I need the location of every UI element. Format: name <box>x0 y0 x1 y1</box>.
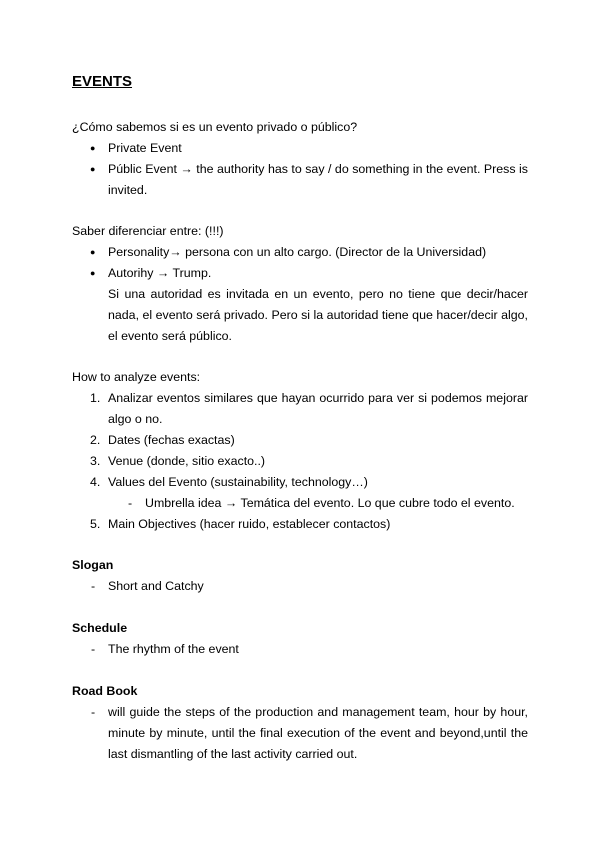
bullet-icon: ● <box>90 143 96 153</box>
schedule-heading: Schedule <box>72 621 128 635</box>
question-text: ¿Cómo sabemos si es un evento privado o público? <box>72 120 358 134</box>
page-title: EVENTS <box>72 73 133 90</box>
bullet-icon: ● <box>90 164 96 174</box>
differ-intro: Saber diferenciar entre: (!!!) <box>72 224 224 238</box>
slogan-heading: Slogan <box>72 558 114 572</box>
roadbook-heading: Road Book <box>72 684 138 698</box>
analyze-intro: How to analyze events: <box>72 370 201 384</box>
bullet-icon: ● <box>90 268 96 278</box>
bullet-icon: ● <box>90 247 96 257</box>
